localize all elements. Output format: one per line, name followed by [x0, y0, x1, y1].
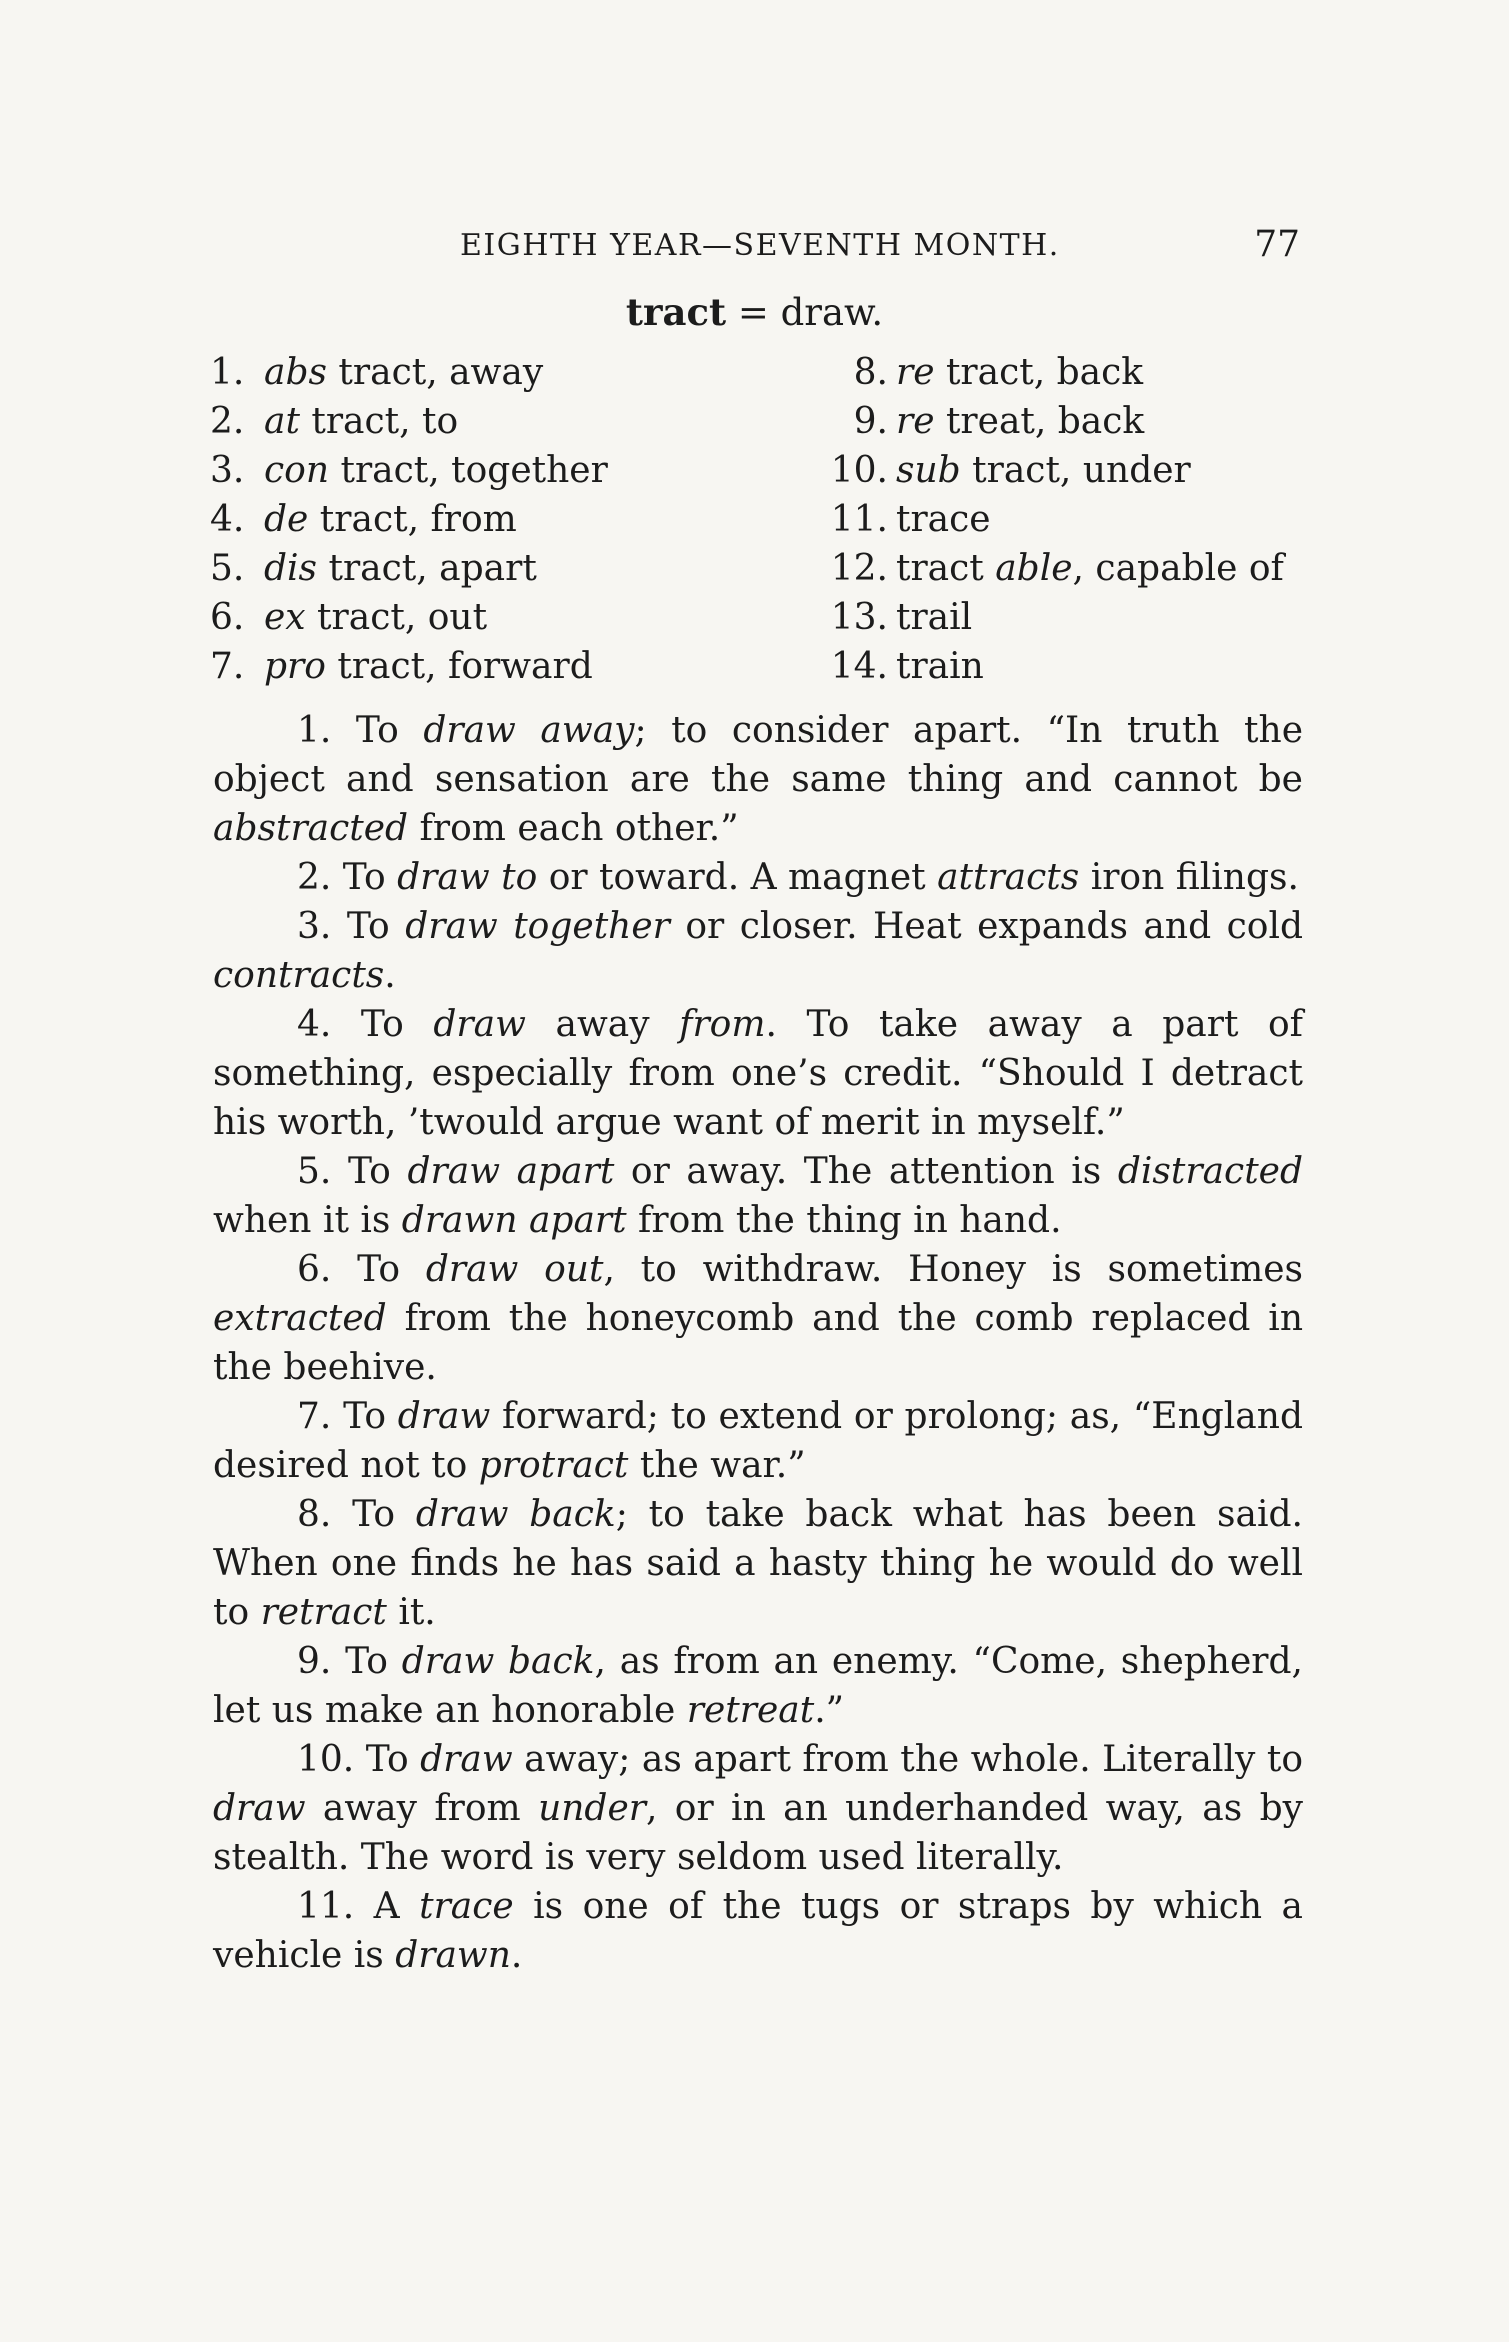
word-list-item	[210, 397, 770, 446]
emphasis-text: under	[538, 1788, 646, 1829]
item-text: tract, to	[299, 401, 459, 442]
word-list-right-column	[818, 348, 1338, 691]
emphasis-text: draw together	[405, 906, 670, 947]
word-list-item	[818, 348, 1338, 397]
running-head-title: EIGHTH YEAR—SEVENTH MONTH.	[460, 228, 1060, 263]
item-text: treat, back	[934, 401, 1145, 442]
definition-text: .	[384, 955, 396, 996]
definition-text: ; to consider apart. “In truth the object and sensation are the same thing and cannot be	[213, 710, 1304, 800]
definition-text: ; to take back what has been said. When one finds he has said a hasty thing he would do well to	[213, 1494, 1303, 1633]
definition-text: it.	[386, 1592, 436, 1633]
definition-paragraph	[213, 902, 1303, 1000]
definition-text: 2. To	[297, 857, 398, 898]
definition-text: or away. The attention is	[614, 1151, 1118, 1192]
definition-text: iron filings.	[1079, 857, 1299, 898]
item-text: tract, from	[308, 499, 517, 540]
definition-text: , as from an enemy. “Come, shepherd, let us make an honorable	[213, 1641, 1303, 1731]
item-prefix: pro	[264, 646, 326, 687]
definition-text: 9. To	[297, 1641, 402, 1682]
item-number: 14.	[830, 646, 888, 687]
definition-text: , or in an underhanded way, as by stealth. The word is very seldom used literally.	[213, 1788, 1303, 1878]
definition-paragraph	[213, 1490, 1303, 1637]
emphasis-text: retract	[260, 1592, 387, 1633]
word-list-item	[818, 642, 1338, 691]
definition-text: 6. To	[297, 1249, 426, 1290]
definition-text: when it is	[213, 1200, 402, 1241]
definition-paragraph	[213, 706, 1303, 853]
emphasis-text: draw away	[423, 710, 635, 751]
item-text: train	[896, 646, 984, 687]
emphasis-text: extracted	[213, 1298, 387, 1339]
item-number: 6.	[210, 597, 245, 638]
emphasis-text: draw	[433, 1004, 526, 1045]
definition-text: from the thing in hand.	[626, 1200, 1062, 1241]
item-number: 3.	[210, 450, 245, 491]
emphasis-text: draw	[420, 1739, 513, 1780]
emphasis-text: retreat	[686, 1690, 815, 1731]
root-heading	[0, 290, 1509, 334]
item-prefix: dis	[264, 548, 318, 589]
definition-paragraph	[213, 1147, 1303, 1245]
definition-text: 11. A	[297, 1886, 420, 1927]
word-list-item	[818, 446, 1338, 495]
definition-paragraph	[213, 1000, 1303, 1147]
item-text: , capable of	[1072, 548, 1284, 589]
definition-text: .	[510, 1935, 523, 1976]
item-text: trail	[896, 597, 973, 638]
emphasis-text: draw apart	[407, 1151, 615, 1192]
item-number: 9.	[853, 401, 888, 442]
emphasis-text: from	[679, 1004, 766, 1045]
item-text: tract, back	[934, 352, 1144, 393]
definition-paragraph	[213, 1637, 1303, 1735]
item-number: 4.	[210, 499, 245, 540]
word-list-item	[210, 348, 770, 397]
item-text: tract, away	[326, 352, 544, 393]
item-affix: re	[896, 352, 935, 393]
emphasis-text: attracts	[937, 857, 1080, 898]
root-meaning: draw.	[780, 291, 884, 334]
item-prefix: abs	[264, 352, 327, 393]
item-text: tract, out	[305, 597, 488, 638]
definition-text: 5. To	[297, 1151, 408, 1192]
definition-text: from the honeycomb and the comb replaced in the beehive.	[213, 1298, 1303, 1388]
definition-text: forward; to extend or prolong; as, “England desired not to	[213, 1396, 1304, 1486]
root-term: tract	[625, 290, 727, 334]
page-number: 77	[1254, 224, 1300, 265]
item-number: 13.	[830, 597, 888, 638]
item-affix: re	[896, 401, 935, 442]
definition-text: .”	[814, 1690, 845, 1731]
item-prefix: de	[264, 499, 309, 540]
emphasis-text: draw back	[401, 1641, 595, 1682]
definitions	[213, 706, 1303, 1980]
emphasis-text: protract	[478, 1445, 629, 1486]
item-text: tract, together	[329, 450, 608, 491]
item-number: 8.	[853, 352, 888, 393]
emphasis-text: draw	[397, 1396, 491, 1437]
emphasis-text: contracts	[213, 955, 385, 996]
item-text: tract, forward	[325, 646, 593, 687]
emphasis-text: drawn	[395, 1935, 511, 1976]
definition-text: . To take away a part of something, especially from one’s credit. “Should I detract his worth, ’twould argue want of merit in myself.”	[213, 1004, 1304, 1143]
item-affix: able	[995, 548, 1073, 589]
definition-text: from each other.”	[408, 808, 739, 849]
item-number: 12.	[830, 548, 888, 589]
definition-text: is one of the tugs or straps by which a vehicle is	[213, 1886, 1303, 1976]
word-list-item	[818, 593, 1338, 642]
emphasis-text: abstracted	[213, 808, 409, 849]
item-text: tract	[896, 548, 996, 589]
item-prefix: ex	[264, 597, 306, 638]
definition-text: away from	[305, 1788, 539, 1829]
word-list-item	[210, 642, 770, 691]
definition-paragraph	[213, 1735, 1303, 1882]
definition-text: away; as apart from the whole. Literally to	[512, 1739, 1304, 1780]
word-list-item	[210, 593, 770, 642]
definition-text: 10. To	[297, 1739, 421, 1780]
running-head	[210, 224, 1300, 272]
word-list-left-column	[210, 348, 770, 691]
definition-text: the war.”	[628, 1445, 806, 1486]
item-text: tract, under	[960, 450, 1191, 491]
emphasis-text: draw back	[415, 1494, 616, 1535]
root-equals: =	[726, 291, 781, 334]
word-list-item	[818, 495, 1338, 544]
emphasis-text: trace	[419, 1886, 514, 1927]
emphasis-text: draw to	[397, 857, 538, 898]
item-affix: sub	[896, 450, 961, 491]
definition-paragraph	[213, 853, 1303, 902]
item-number: 7.	[210, 646, 245, 687]
definition-text: 1. To	[297, 710, 424, 751]
definition-text: , to withdraw. Honey is sometimes	[603, 1249, 1303, 1290]
definition-text: or toward. A magnet	[537, 857, 938, 898]
definition-text: 7. To	[297, 1396, 398, 1437]
word-list-item	[818, 397, 1338, 446]
emphasis-text: draw	[213, 1788, 306, 1829]
item-number: 11.	[830, 499, 888, 540]
definition-text: or closer. Heat expands and cold	[669, 906, 1303, 947]
emphasis-text: draw out	[425, 1249, 604, 1290]
definition-paragraph	[213, 1392, 1303, 1490]
word-list	[210, 348, 1310, 698]
word-list-item	[210, 495, 770, 544]
item-number: 1.	[210, 352, 245, 393]
emphasis-text: drawn apart	[401, 1200, 627, 1241]
word-list-item	[818, 544, 1338, 593]
item-text: tract, apart	[317, 548, 537, 589]
definition-text: 4. To	[297, 1004, 434, 1045]
definition-text: 3. To	[297, 906, 406, 947]
definition-text: away	[525, 1004, 680, 1045]
definition-text: 8. To	[297, 1494, 416, 1535]
definition-paragraph	[213, 1245, 1303, 1392]
word-list-item	[210, 446, 770, 495]
word-list-item	[210, 544, 770, 593]
definition-paragraph	[213, 1882, 1303, 1980]
item-prefix: at	[264, 401, 300, 442]
item-number: 10.	[830, 450, 888, 491]
item-prefix: con	[264, 450, 330, 491]
emphasis-text: distracted	[1117, 1151, 1304, 1192]
item-text: trace	[896, 499, 991, 540]
item-number: 5.	[210, 548, 245, 589]
item-number: 2.	[210, 401, 245, 442]
